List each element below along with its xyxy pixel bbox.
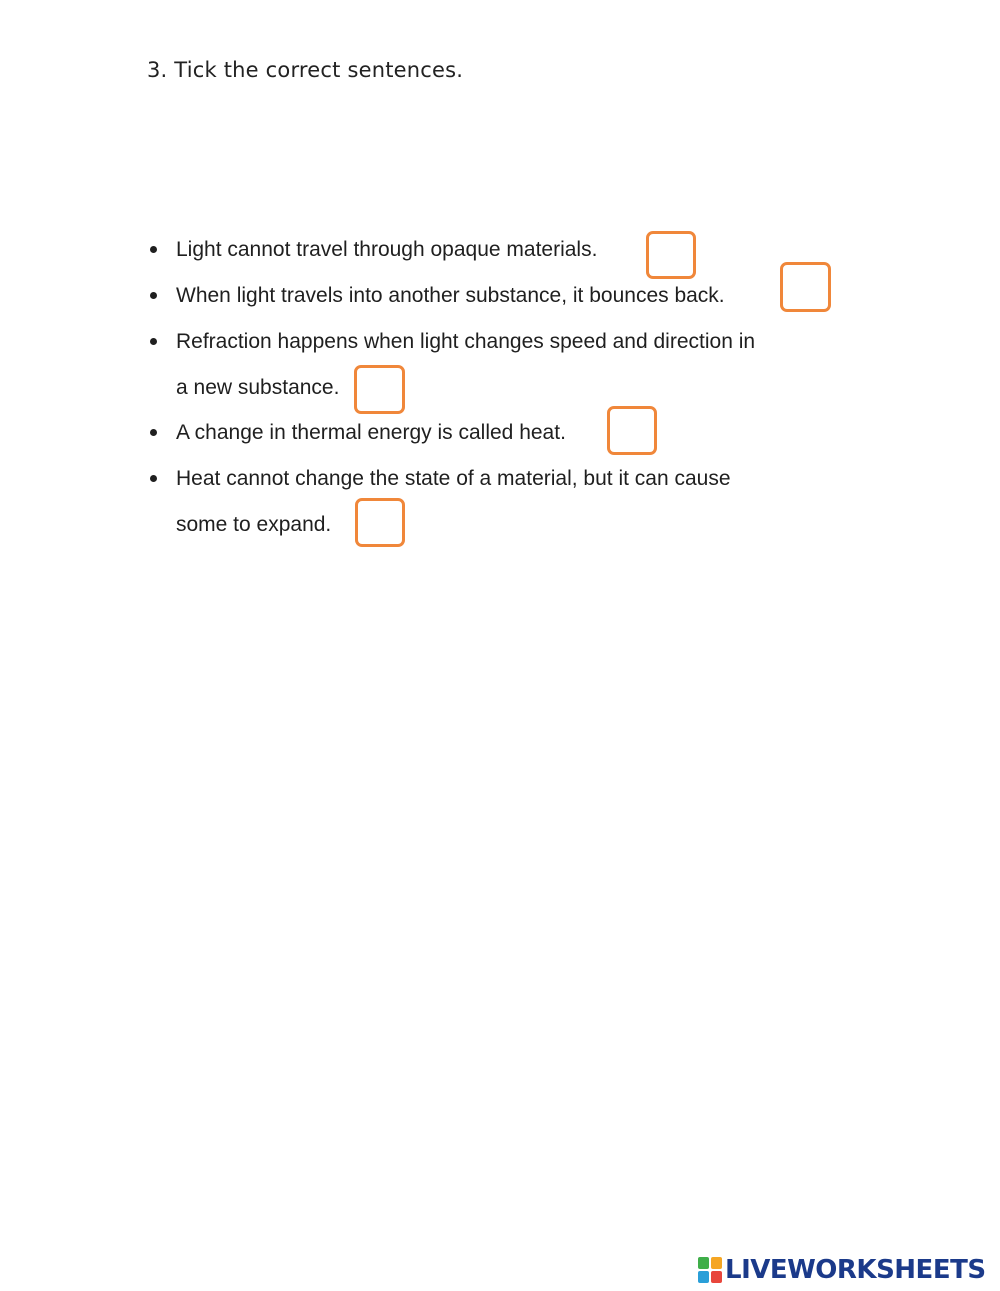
sentence-text: Heat cannot change the state of a material, but it can cause [176, 467, 731, 490]
tick-box[interactable] [355, 498, 405, 547]
liveworksheets-logo-text: LIVEWORKSHEETS [725, 1255, 986, 1285]
bullet-icon [150, 338, 157, 345]
sentence-text: Light cannot travel through opaque materials. [176, 238, 598, 261]
bullet-icon [150, 429, 157, 436]
sentence-text: When light travels into another substance, it bounces back. [176, 284, 725, 307]
sentence-text: A change in thermal energy is called heat. [176, 421, 566, 444]
logo-square-blue [698, 1271, 709, 1283]
sentence-text-continued: a new substance. [176, 376, 340, 399]
sentence-text: Refraction happens when light changes speed and direction in [176, 330, 756, 353]
logo-square-green [698, 1257, 709, 1269]
logo-square-red [711, 1271, 722, 1283]
bullet-icon [150, 246, 157, 253]
tick-box[interactable] [780, 262, 831, 312]
liveworksheets-logo [698, 1254, 986, 1286]
sentence-text-continued: some to expand. [176, 513, 332, 536]
bullet-icon [150, 475, 157, 482]
tick-box[interactable] [354, 365, 405, 414]
logo-square-orange [711, 1257, 722, 1269]
bullet-icon [150, 292, 157, 299]
tick-box[interactable] [607, 406, 657, 455]
liveworksheets-logo-icon [698, 1257, 722, 1283]
question-heading: 3. Tick the correct sentences. [147, 58, 464, 82]
tick-box[interactable] [646, 231, 696, 279]
